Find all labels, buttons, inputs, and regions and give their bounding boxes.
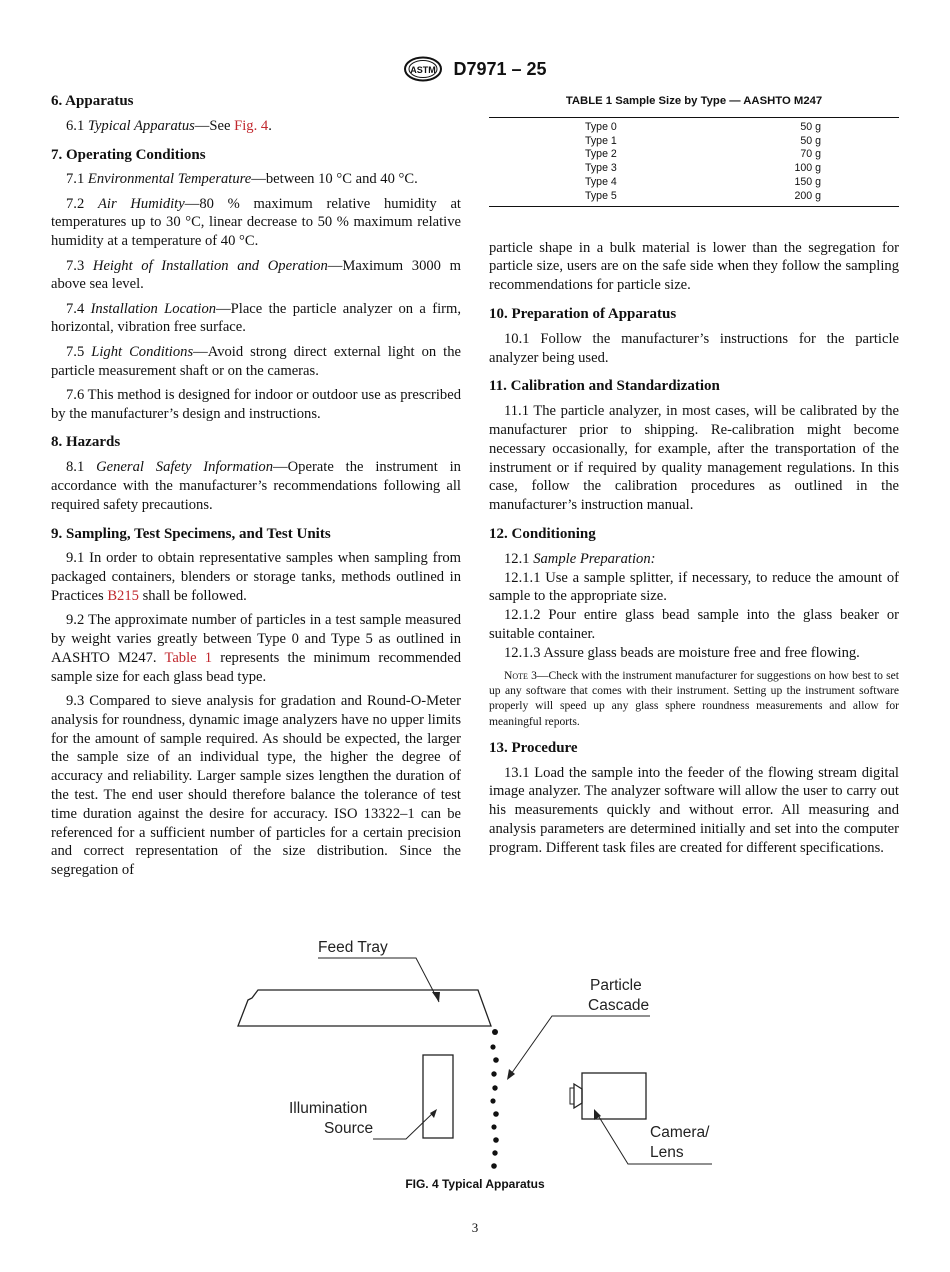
particle-dot <box>493 1111 499 1117</box>
page-number: 3 <box>471 1220 479 1235</box>
table-cell-size: 100 g <box>794 162 821 175</box>
fig-4-link[interactable]: Fig. 4 <box>234 117 269 134</box>
para-13-1: 13.1 Load the sample into the feeder of the flowing stream digital image analyzer. The analyzer software will allow the user to carry out his measurements quickly and without error. All measuring and analysis parameters are determined initially and set into the computer program. Different task files are created for different specifications. <box>489 764 899 856</box>
para-7-6: 7.6 This method is designed for indoor or outdoor use as prescribed by the manufacturer’s design and instructions. <box>51 386 461 422</box>
feed-tray-arrowhead <box>432 992 440 1002</box>
particle-dot <box>492 1029 498 1035</box>
particle-dot <box>491 1163 497 1169</box>
particle-dot <box>492 1150 497 1155</box>
table-cell-type: Type 0 <box>585 120 617 133</box>
para-8-1: 8.1 General Safety Information—Operate the instrument in accordance with the manufacturer’s recommendations following all required safety precautions. <box>51 459 461 513</box>
table-cell-type: Type 3 <box>585 162 617 175</box>
designation: D7971 – 25 <box>453 58 547 79</box>
table-1-body <box>489 117 899 206</box>
camera-body-shape <box>582 1073 646 1119</box>
figure-4-diagram <box>230 930 730 1175</box>
particle-dot <box>492 1085 497 1090</box>
section-8-title: 8. Hazards <box>51 434 121 451</box>
particle-dot <box>491 1124 496 1129</box>
particle-cascade <box>490 1029 498 1169</box>
para-7-4: 7.4 Installation Location—Place the particle analyzer on a firm, horizontal, vibration free surface. <box>51 300 461 336</box>
illumination-label: Illumination <box>289 1100 368 1117</box>
table-row <box>489 162 899 176</box>
section-13-title: 13. Procedure <box>489 739 578 756</box>
table-row <box>489 190 899 206</box>
table-1-link[interactable]: Table 1 <box>164 649 213 666</box>
table-cell-type: Type 1 <box>585 134 617 147</box>
left-column <box>51 92 461 885</box>
section-7-title: 7. Operating Conditions <box>51 146 206 163</box>
camera-lens-shape <box>574 1084 582 1108</box>
para-7-5: 7.5 Light Conditions—Avoid strong direct external light on the particle measurement shaft or on the cameras. <box>51 343 462 379</box>
particle-dot <box>490 1044 495 1049</box>
section-10-title: 10. Preparation of Apparatus <box>489 305 677 322</box>
para-9-2: 9.2 The approximate number of particles in a test sample measured by weight varies greatly between Type 0 and Type 5 as outlined in AASHTO M247. Table 1 represents the minimum recommended sample size for each glass bead type. <box>51 612 461 685</box>
camera-label: Camera/ <box>650 1124 710 1141</box>
note-3 <box>489 668 899 729</box>
feed-tray-label: Feed Tray <box>318 939 388 956</box>
section-6-title: 6. Apparatus <box>51 93 134 109</box>
illumination-arrowhead <box>430 1109 437 1118</box>
particle-dot <box>493 1057 499 1063</box>
para-7-2: 7.2 Air Humidity—80 % maximum relative humidity at temperatures up to 30 °C, linear decrease to 50 % maximum relative humidity at a temperature of 40 °C. <box>51 195 461 250</box>
cascade-label: Cascade <box>588 997 650 1014</box>
table-cell-type: Type 2 <box>585 148 617 161</box>
para-12-1-3: 12.1.3 Assure glass beads are moisture free and free flowing. <box>504 644 860 661</box>
table-cell-size: 50 g <box>800 120 821 133</box>
table-cell-type: Type 5 <box>585 189 617 202</box>
para-7-1: 7.1 Environmental Temperature—between 10 °C and 40 °C. <box>66 171 418 188</box>
para-6-1: 6.1 Typical Apparatus—See Fig. 4. <box>66 117 272 134</box>
para-12-1-2: 12.1.2 Pour entire glass bead sample into the glass beaker or suitable container. <box>489 607 899 642</box>
section-9-title: 9. Sampling, Test Specimens, and Test Units <box>51 525 331 542</box>
page-header <box>0 56 950 82</box>
particle-dot <box>490 1098 495 1103</box>
lens-label: Lens <box>650 1144 684 1161</box>
section-12-title: 12. Conditioning <box>489 525 596 542</box>
para-12-1-1: 12.1.1 Use a sample splitter, if necessary, to reduce the amount of sample to the appropriate size. <box>489 569 899 605</box>
table-cell-size: 200 g <box>794 189 821 202</box>
table-row <box>489 135 899 149</box>
particle-cascade-leader <box>509 1016 650 1077</box>
table-1-caption: TABLE 1 Sample Size by Type — AASHTO M247 <box>565 95 823 107</box>
table-row <box>489 117 899 134</box>
note-3-label: Note 3 <box>504 669 537 683</box>
table-cell-size: 70 g <box>800 148 821 161</box>
para-9-3-continued: particle shape in a bulk material is lower than the segregation for particle size, users are on the safe side when they follow the sampling recommendations for particle size. <box>489 239 899 294</box>
illumination-source-shape <box>423 1055 453 1138</box>
table-cell-size: 50 g <box>800 134 821 147</box>
particle-label: Particle <box>590 977 642 994</box>
table-cell-type: Type 4 <box>585 175 617 188</box>
table-cell-size: 150 g <box>794 175 821 188</box>
astm-logo-icon <box>403 56 443 82</box>
section-11-title: 11. Calibration and Standardization <box>489 378 720 395</box>
note-3-text: —Check with the instrument manufacturer for suggestions on how best to set up any software that comes with their instrument. Setting up the instrument software properly will speed up any glass sphere roundness measurements and allow for meaningful reports. <box>489 669 900 728</box>
figure-4-caption: FIG. 4 Typical Apparatus <box>405 1177 545 1191</box>
table-row <box>489 148 899 162</box>
para-9-3: 9.3 Compared to sieve analysis for gradation and Round-O-Meter analysis for roundness, dynamic image analyzers have no upper limits for the amount of sample required. As should be expected, the larger the sample size of an individual type, the higher the degree of accuracy and reliability. Larger sample sizes lengthen the duration of the test. The end user should therefore balance the tolerance of test time duration against the desire for accuracy. ISO 13322–1 can be referenced for a sufficient number of particles for a certain precision and correct representation of the size distribution. Since the segregation of <box>51 693 461 879</box>
para-10-1: 10.1 Follow the manufacturer’s instructions for the particle analyzer being used. <box>489 330 899 366</box>
para-7-3: 7.3 Height of Installation and Operation—Maximum 3000 m above sea level. <box>51 257 461 293</box>
table-row <box>489 176 899 190</box>
particle-dot <box>491 1071 496 1076</box>
feed-tray-shape <box>238 990 491 1026</box>
source-label: Source <box>324 1120 374 1137</box>
feed-tray-leader <box>318 958 439 1002</box>
right-column <box>489 92 899 863</box>
astm-logo-text: ASTM <box>410 65 437 75</box>
particle-dot <box>493 1137 499 1143</box>
para-12-1: 12.1 Sample Preparation: <box>504 550 656 567</box>
illumination-leader <box>373 1111 435 1139</box>
para-11-1: 11.1 The particle analyzer, in most cases, will be calibrated by the manufacturer prior to shipping. Re-calibration might become necessary occasionally, for example, after the transportation of the instrument or if required by quality management regulations. In this case, follow the calibration procedures as outlined in the manufacturer’s instruction manual. <box>489 403 899 514</box>
para-9-1: 9.1 In order to obtain representative samples when sampling from packaged containers, blenders or storage tanks, methods outlined in Practices B215 shall be followed. <box>51 550 461 605</box>
b215-link[interactable]: B215 <box>107 588 139 605</box>
table-1 <box>489 92 899 207</box>
